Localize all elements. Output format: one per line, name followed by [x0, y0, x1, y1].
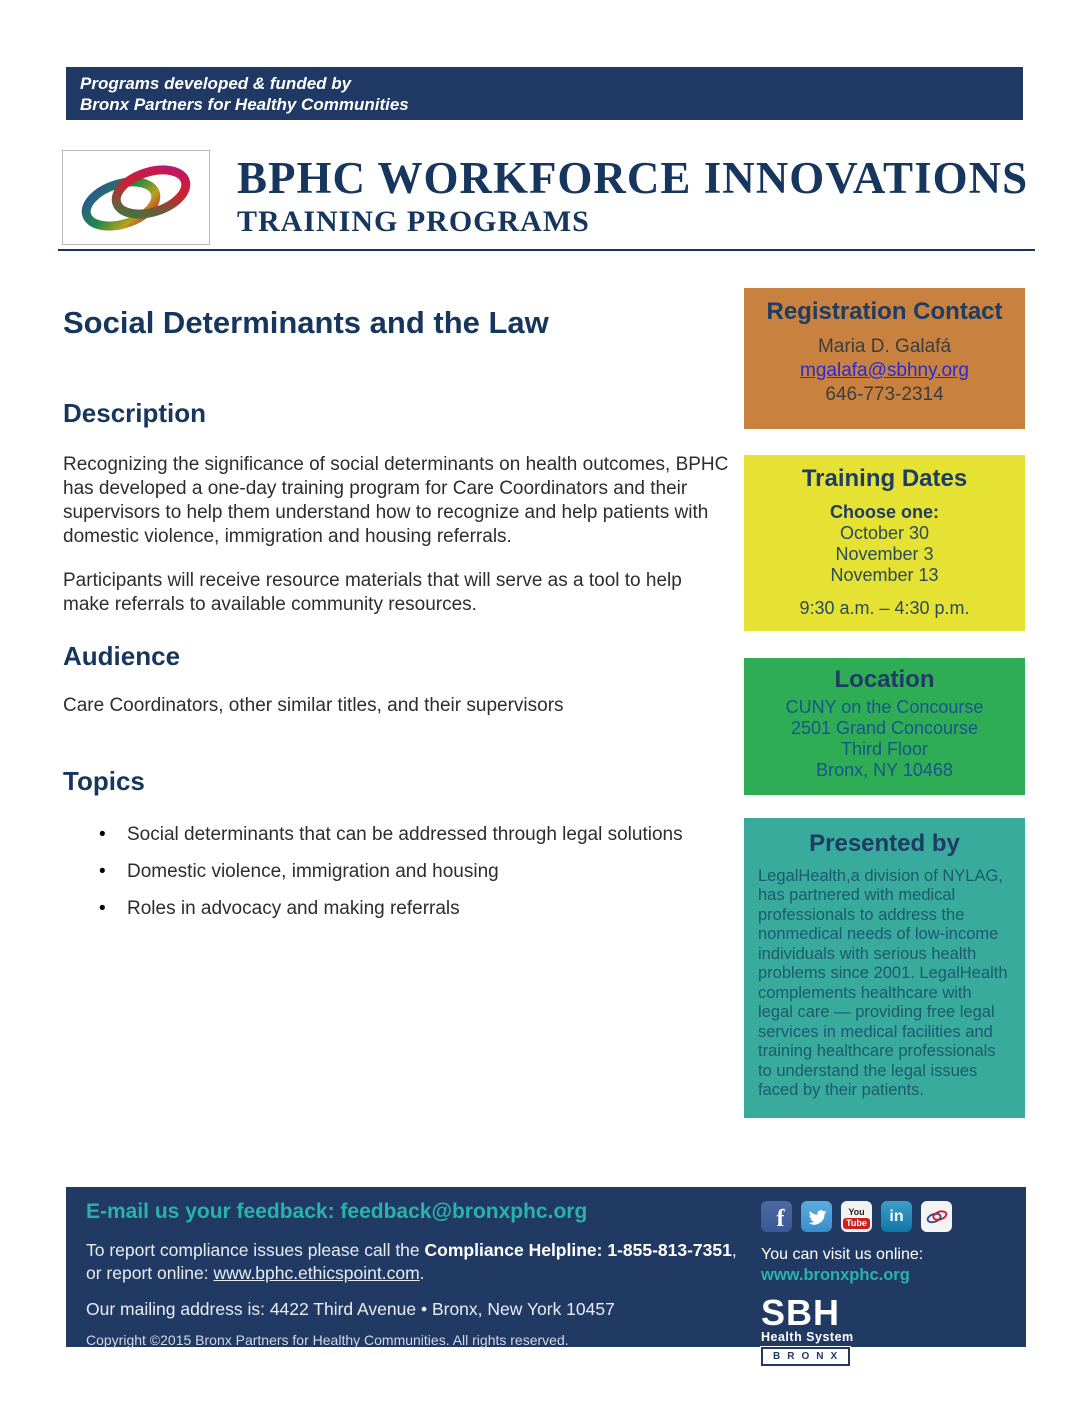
date-option: October 30 [839, 522, 930, 543]
interlocking-rings-icon [71, 159, 201, 237]
twitter-icon[interactable] [801, 1201, 832, 1232]
audience-text: Care Coordinators, other similar titles, and their supervisors [63, 694, 564, 716]
brand-header [62, 150, 1032, 245]
funding-line-1: Programs developed & funded by [80, 74, 352, 93]
registration-email-link[interactable]: mgalafa@sbhny.org [800, 359, 969, 381]
brand-text [237, 153, 1029, 239]
description-paragraph-1: Recognizing the significance of social determinants on health outcomes, BPHC has developed a one-day training program for Care Coordinators and their supervisors to help them understand how to recognize and help patients with domestic violence, immigration and housing referrals. [63, 453, 729, 547]
page-title: Social Determinants and the Law [63, 305, 549, 340]
youtube-icon[interactable] [841, 1201, 872, 1232]
copyright: Copyright ©2015 Bronx Partners for Healthy Communities. All rights reserved. [86, 1332, 569, 1348]
compliance-helpline: Compliance Helpline: 1-855-813-7351 [424, 1240, 732, 1260]
social-icons [761, 1201, 1006, 1232]
sbh-name: SBH [761, 1292, 841, 1333]
location-box [744, 658, 1025, 795]
sbh-bronx-label: BRONX [761, 1347, 850, 1366]
funding-banner [66, 67, 1023, 120]
date-option: November 13 [830, 564, 939, 585]
header-divider [58, 249, 1035, 251]
topic-item: • Domestic violence, immigration and housing [63, 860, 729, 884]
presented-by-text: LegalHealth,a division of NYLAG, has partnered with medical professionals to address the nonmedical needs of low-income individuals with serious health problems since 2001. LegalHealth complements healthcare with legal care — providing free legal services in medical facilities and training healthcare professionals to understand the legal issues faced by their patients. [758, 866, 1008, 1100]
audience-heading: Audience [63, 640, 181, 671]
sbh-subtitle: Health System [761, 1330, 854, 1344]
footer [66, 1187, 1026, 1362]
footer-right [761, 1200, 1006, 1366]
facebook-icon[interactable]: f [761, 1201, 792, 1232]
presented-by-title: Presented by [809, 830, 960, 857]
description-paragraph-2: Participants will receive resource materials that will serve as a tool to help make referrals to available community resources. [63, 569, 682, 615]
bphc-rings-icon[interactable] [921, 1201, 952, 1232]
training-dates-title: Training Dates [801, 465, 968, 492]
compliance-pre: To report compliance issues please call the [86, 1240, 425, 1260]
location-line: CUNY on the Concourse [785, 696, 984, 717]
location-line: Third Floor [840, 738, 929, 759]
youtube-you-label: You [848, 1206, 865, 1217]
topics-list [63, 823, 729, 921]
funding-line-2: Bronx Partners for Healthy Communities [80, 95, 409, 115]
choose-one-label: Choose one: [829, 501, 939, 522]
training-time: 9:30 a.m. – 4:30 p.m. [799, 597, 970, 618]
date-option: November 3 [835, 543, 934, 564]
location-line: 2501 Grand Concourse [790, 717, 979, 738]
topic-item: • Roles in advocacy and making referrals [63, 897, 729, 921]
brand-subtitle: TRAINING PROGRAMS [237, 205, 590, 238]
presented-by-box [744, 818, 1025, 1118]
feedback-line [86, 1200, 746, 1224]
registration-contact-box [744, 288, 1025, 429]
topics-heading: Topics [63, 765, 145, 796]
brand-title: BPHC WORKFORCE INNOVATIONS [237, 153, 1029, 203]
bphc-logo [62, 150, 210, 245]
location-line: Bronx, NY 10468 [816, 759, 953, 780]
article-column [63, 288, 729, 1118]
registration-phone: 646-773-2314 [825, 383, 944, 405]
compliance-post: , [731, 1240, 737, 1260]
sbh-logo [761, 1292, 1006, 1366]
description-heading: Description [63, 397, 207, 428]
feedback-label: E-mail us your feedback: [86, 1200, 335, 1223]
sidebar [744, 288, 1025, 1118]
feedback-email-link[interactable]: feedback@bronxphc.org [340, 1200, 588, 1223]
linkedin-icon[interactable]: in [881, 1201, 912, 1232]
footer-left [86, 1200, 746, 1348]
mailing-address: Our mailing address is: 4422 Third Avenue • Bronx, New York 10457 [86, 1299, 615, 1319]
topic-item: • Social determinants that can be addressed through legal solutions [63, 823, 729, 847]
compliance-line2-post: . [419, 1263, 425, 1283]
training-dates-box [744, 455, 1025, 631]
compliance-line2-pre: or report online: [86, 1263, 214, 1283]
youtube-tube-label: Tube [843, 1218, 870, 1229]
main-content [63, 288, 1025, 1118]
ethicspoint-link[interactable]: www.bphc.ethicspoint.com [213, 1263, 420, 1283]
registration-title: Registration Contact [766, 298, 1003, 325]
visit-label: You can visit us online: [761, 1246, 924, 1263]
bronxphc-link[interactable]: www.bronxphc.org [761, 1266, 910, 1284]
location-title: Location [834, 666, 935, 693]
compliance-text [86, 1239, 746, 1285]
registration-name: Maria D. Galafá [817, 335, 952, 357]
